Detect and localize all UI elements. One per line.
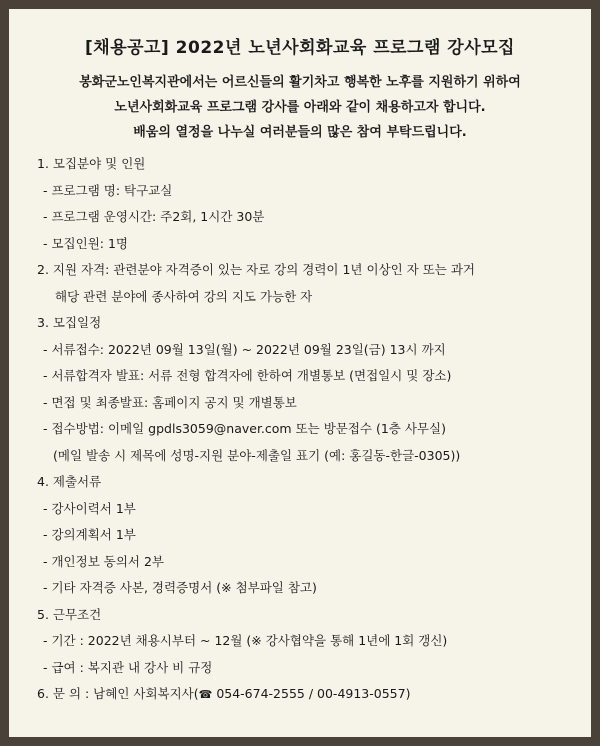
list-item: - 면접 및 최종발표: 홈페이지 공지 및 개별통보	[43, 394, 297, 410]
list-item: - 프로그램 운영시간: 주2회, 1시간 30분	[43, 209, 265, 224]
list-item: - 개인정보 동의서 2부	[43, 553, 164, 569]
section-heading-conditions: 5. 근무조건	[37, 606, 102, 622]
section-heading-documents: 4. 제출서류	[37, 474, 102, 489]
intro-line: 봉화군노인복지관에서는 어르신들의 활기차고 행복한 노후를 지원하기 위하여	[79, 75, 521, 90]
email-subject-note: (메일 발송 시 제목에 성명-지원 분야-제출일 표기 (예: 홍길동-한글-0305))	[53, 447, 461, 463]
list-item: - 급여 : 복지관 내 강사 비 규정	[43, 659, 213, 675]
qualification-continuation: 해당 관련 분야에 종사하여 강의 지도 가능한 자	[55, 288, 313, 304]
list-item: - 모집인원: 1명	[43, 235, 128, 251]
list-item: - 기타 자격증 사본, 경력증명서 (※ 첨부파일 참고)	[43, 580, 317, 595]
section-heading-recruitment: 1. 모집분야 및 인원	[37, 156, 146, 171]
list-item: - 강사이력서 1부	[43, 500, 136, 516]
list-item: - 서류접수: 2022년 09월 13일(월) ~ 2022년 09월 23일(금) 13시 까지	[43, 341, 446, 357]
telephone-icon: ☎	[198, 688, 213, 701]
section-heading-contact	[37, 681, 579, 708]
intro-text	[9, 70, 591, 145]
page-title: [채용공고] 2022년 노년사회화교육 프로그램 강사모집	[85, 38, 515, 58]
list-item: - 기간 : 2022년 채용시부터 ~ 12월 (※ 강사협약을 통해 1년에 1회 갱신)	[43, 633, 448, 648]
section-heading-qualification: 2. 지원 자격: 관련분야 자격증이 있는 자로 강의 경력이 1년 이상인 자 또는 과거	[37, 262, 475, 277]
list-item: - 접수방법: 이메일 gpdls3059@naver.com 또는 방문접수 (1층 사무실)	[43, 421, 446, 436]
contact-numbers: 054-674-2555 / 00-4913-0557)	[212, 686, 411, 701]
intro-line: 배움의 열정을 나누실 여러분들의 많은 참여 부탁드립니다.	[133, 125, 467, 140]
notice-frame	[9, 9, 591, 737]
notice-body	[9, 151, 591, 708]
list-item: - 서류합격자 발표: 서류 전형 합격자에 한하여 개별통보 (면접일시 및 장소)	[43, 368, 452, 383]
intro-line: 노년사회화교육 프로그램 강사를 아래와 같이 채용하고자 합니다.	[114, 100, 486, 115]
contact-label: 6. 문 의 : 남혜인 사회복지사(	[37, 686, 199, 701]
section-heading-schedule: 3. 모집일정	[37, 315, 102, 330]
list-item: - 프로그램 명: 탁구교실	[43, 182, 173, 198]
list-item: - 강의계획서 1부	[43, 527, 136, 542]
